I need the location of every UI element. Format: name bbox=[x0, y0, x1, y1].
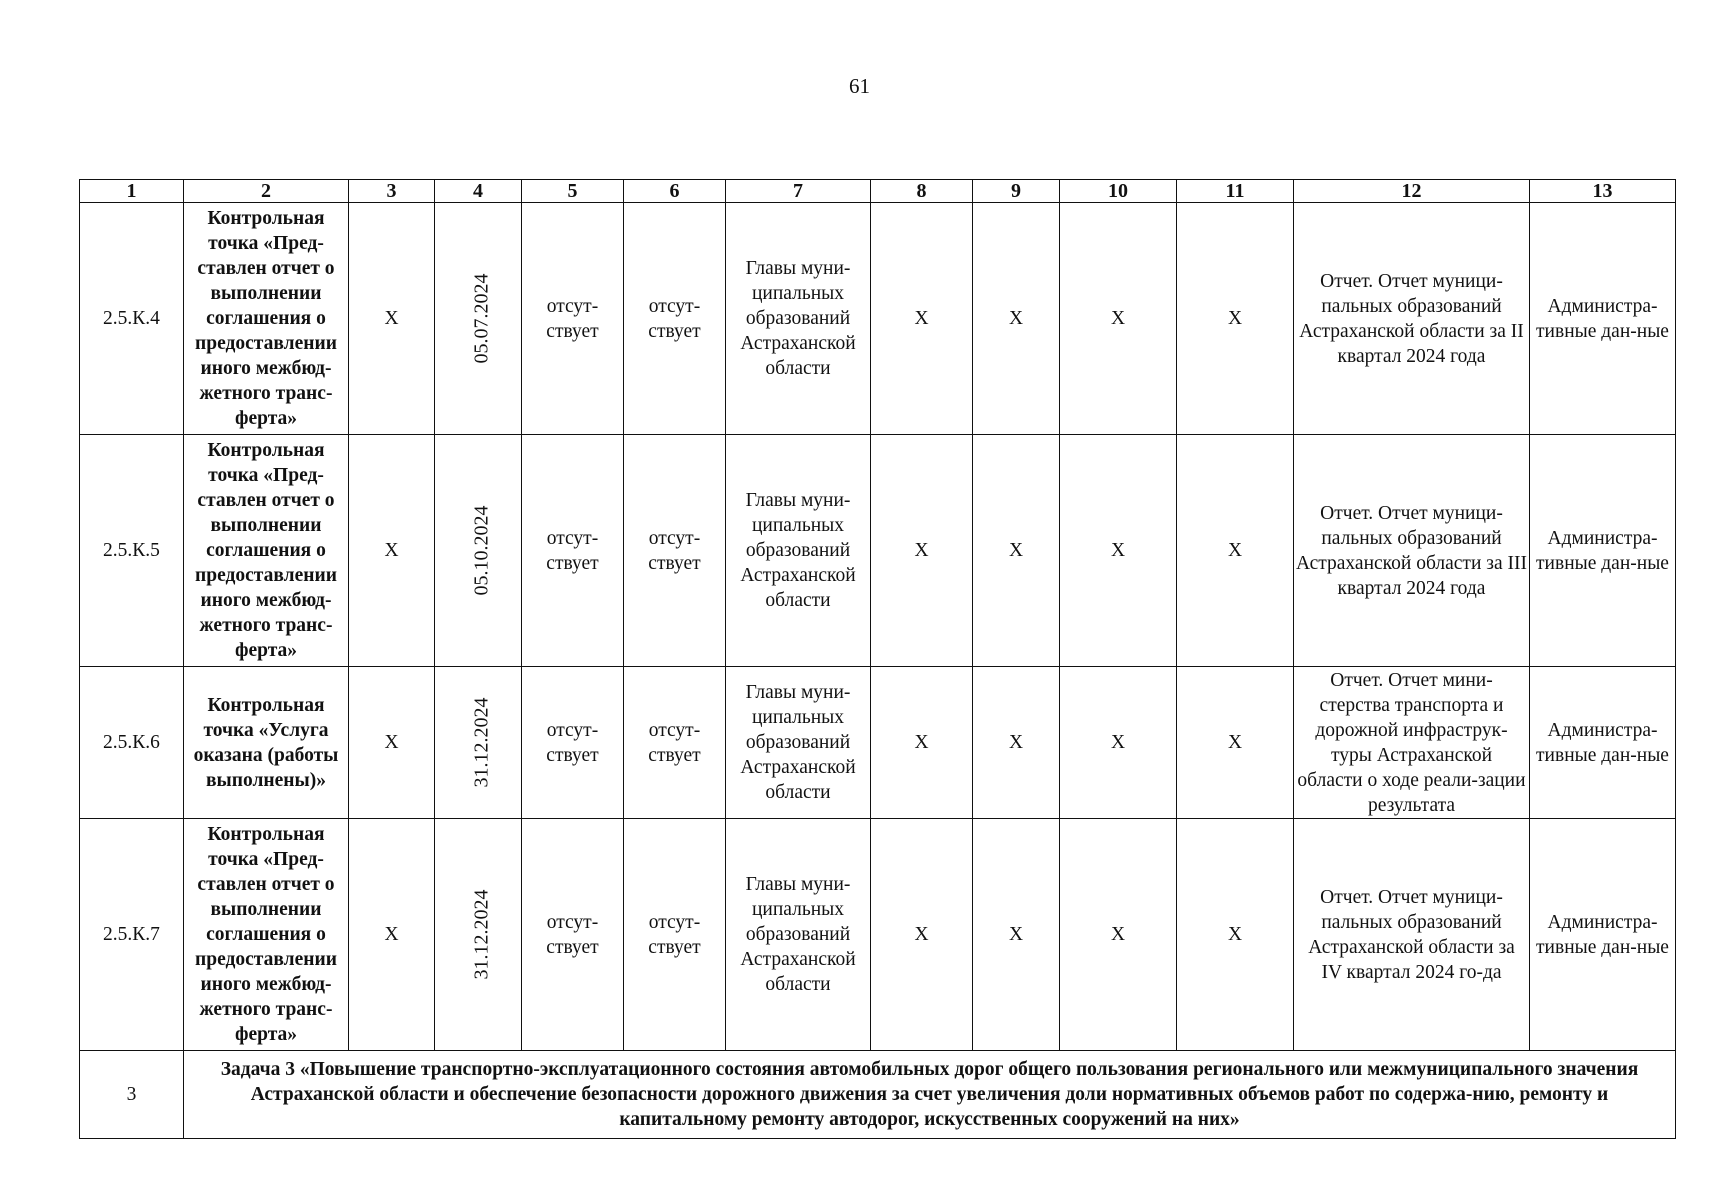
col3-cell: X bbox=[349, 667, 435, 819]
col6-cell: отсут-ствует bbox=[624, 203, 726, 435]
responsible-cell: Главы муни-ципальных образований Астраханской области bbox=[726, 667, 871, 819]
header-row bbox=[80, 180, 1676, 203]
checkpoint-description-cell: Контрольная точка «Пред-ставлен отчет о выполнении соглашения о предоставлении иного межбюд-жетного транс-ферта» bbox=[184, 819, 349, 1051]
table-row bbox=[80, 667, 1676, 819]
report-document-cell: Отчет. Отчет муници-пальных образований Астраханской области за IV квартал 2024 го-да bbox=[1294, 819, 1530, 1051]
col11-cell: X bbox=[1177, 667, 1294, 819]
date-cell bbox=[435, 203, 522, 435]
table-row bbox=[80, 435, 1676, 667]
col5-cell: отсут-ствует bbox=[522, 435, 624, 667]
data-source-cell: Администра-тивные дан-ные bbox=[1530, 203, 1676, 435]
col10-cell: X bbox=[1060, 435, 1177, 667]
col9-cell: X bbox=[973, 819, 1060, 1051]
date-cell bbox=[435, 819, 522, 1051]
column-header: 7 bbox=[726, 180, 871, 203]
column-header: 6 bbox=[624, 180, 726, 203]
col8-cell: X bbox=[871, 667, 973, 819]
results-table bbox=[79, 179, 1676, 1139]
row-id-cell: 2.5.К.6 bbox=[80, 667, 184, 819]
checkpoint-description-cell: Контрольная точка «Пред-ставлен отчет о выполнении соглашения о предоставлении иного межбюд-жетного транс-ферта» bbox=[184, 435, 349, 667]
data-source-cell: Администра-тивные дан-ные bbox=[1530, 435, 1676, 667]
table-body bbox=[80, 180, 1676, 1139]
checkpoint-description-cell: Контрольная точка «Пред-ставлен отчет о выполнении соглашения о предоставлении иного межбюд-жетного транс-ферта» bbox=[184, 203, 349, 435]
col5-cell: отсут-ствует bbox=[522, 203, 624, 435]
column-header: 12 bbox=[1294, 180, 1530, 203]
column-header: 11 bbox=[1177, 180, 1294, 203]
data-source-cell: Администра-тивные дан-ные bbox=[1530, 667, 1676, 819]
col3-cell: X bbox=[349, 819, 435, 1051]
column-header: 10 bbox=[1060, 180, 1177, 203]
row-id-cell: 2.5.К.4 bbox=[80, 203, 184, 435]
date-cell bbox=[435, 667, 522, 819]
col8-cell: X bbox=[871, 203, 973, 435]
column-header: 13 bbox=[1530, 180, 1676, 203]
responsible-cell: Главы муни-ципальных образований Астраханской области bbox=[726, 203, 871, 435]
date-text: 05.10.2024 bbox=[470, 505, 493, 596]
row-id-cell: 2.5.К.7 bbox=[80, 819, 184, 1051]
col9-cell: X bbox=[973, 435, 1060, 667]
col6-cell: отсут-ствует bbox=[624, 819, 726, 1051]
col3-cell: X bbox=[349, 435, 435, 667]
col5-cell: отсут-ствует bbox=[522, 819, 624, 1051]
task-number-cell: 3 bbox=[80, 1051, 184, 1139]
report-document-cell: Отчет. Отчет мини-стерства транспорта и дорожной инфраструк-туры Астраханской области о ходе реали-зации результата bbox=[1294, 667, 1530, 819]
table-row bbox=[80, 819, 1676, 1051]
task-description-cell: Задача 3 «Повышение транспортно-эксплуатационного состояния автомобильных дорог общего пользования регионального или межмуниципального значения Астраханской области и обеспечение безопасности дорожного движения за счет увеличения доли нормативных объемов работ по содержа-нию, ремонту и капитальному ремонту автодорог, искусственных сооружений на них» bbox=[184, 1051, 1676, 1139]
col8-cell: X bbox=[871, 819, 973, 1051]
col10-cell: X bbox=[1060, 203, 1177, 435]
date-text: 31.12.2024 bbox=[470, 889, 493, 980]
page-number: 61 bbox=[849, 74, 870, 98]
column-header: 5 bbox=[522, 180, 624, 203]
col11-cell: X bbox=[1177, 203, 1294, 435]
column-header: 3 bbox=[349, 180, 435, 203]
responsible-cell: Главы муни-ципальных образований Астраханской области bbox=[726, 435, 871, 667]
task-row bbox=[80, 1051, 1676, 1139]
row-id-cell: 2.5.К.5 bbox=[80, 435, 184, 667]
column-header: 4 bbox=[435, 180, 522, 203]
date-text: 05.07.2024 bbox=[470, 273, 493, 364]
col9-cell: X bbox=[973, 667, 1060, 819]
col10-cell: X bbox=[1060, 667, 1177, 819]
column-header: 9 bbox=[973, 180, 1060, 203]
responsible-cell: Главы муни-ципальных образований Астраханской области bbox=[726, 819, 871, 1051]
column-header: 1 bbox=[80, 180, 184, 203]
col11-cell: X bbox=[1177, 819, 1294, 1051]
data-source-cell: Администра-тивные дан-ные bbox=[1530, 819, 1676, 1051]
column-header: 8 bbox=[871, 180, 973, 203]
checkpoint-description-cell: Контрольная точка «Услуга оказана (работы выполнены)» bbox=[184, 667, 349, 819]
col9-cell: X bbox=[973, 203, 1060, 435]
col11-cell: X bbox=[1177, 435, 1294, 667]
col10-cell: X bbox=[1060, 819, 1177, 1051]
col5-cell: отсут-ствует bbox=[522, 667, 624, 819]
column-header: 2 bbox=[184, 180, 349, 203]
col6-cell: отсут-ствует bbox=[624, 667, 726, 819]
report-document-cell: Отчет. Отчет муници-пальных образований Астраханской области за III квартал 2024 года bbox=[1294, 435, 1530, 667]
col6-cell: отсут-ствует bbox=[624, 435, 726, 667]
date-text: 31.12.2024 bbox=[470, 697, 493, 788]
report-document-cell: Отчет. Отчет муници-пальных образований Астраханской области за II квартал 2024 года bbox=[1294, 203, 1530, 435]
col3-cell: X bbox=[349, 203, 435, 435]
col8-cell: X bbox=[871, 435, 973, 667]
table-row bbox=[80, 203, 1676, 435]
date-cell bbox=[435, 435, 522, 667]
